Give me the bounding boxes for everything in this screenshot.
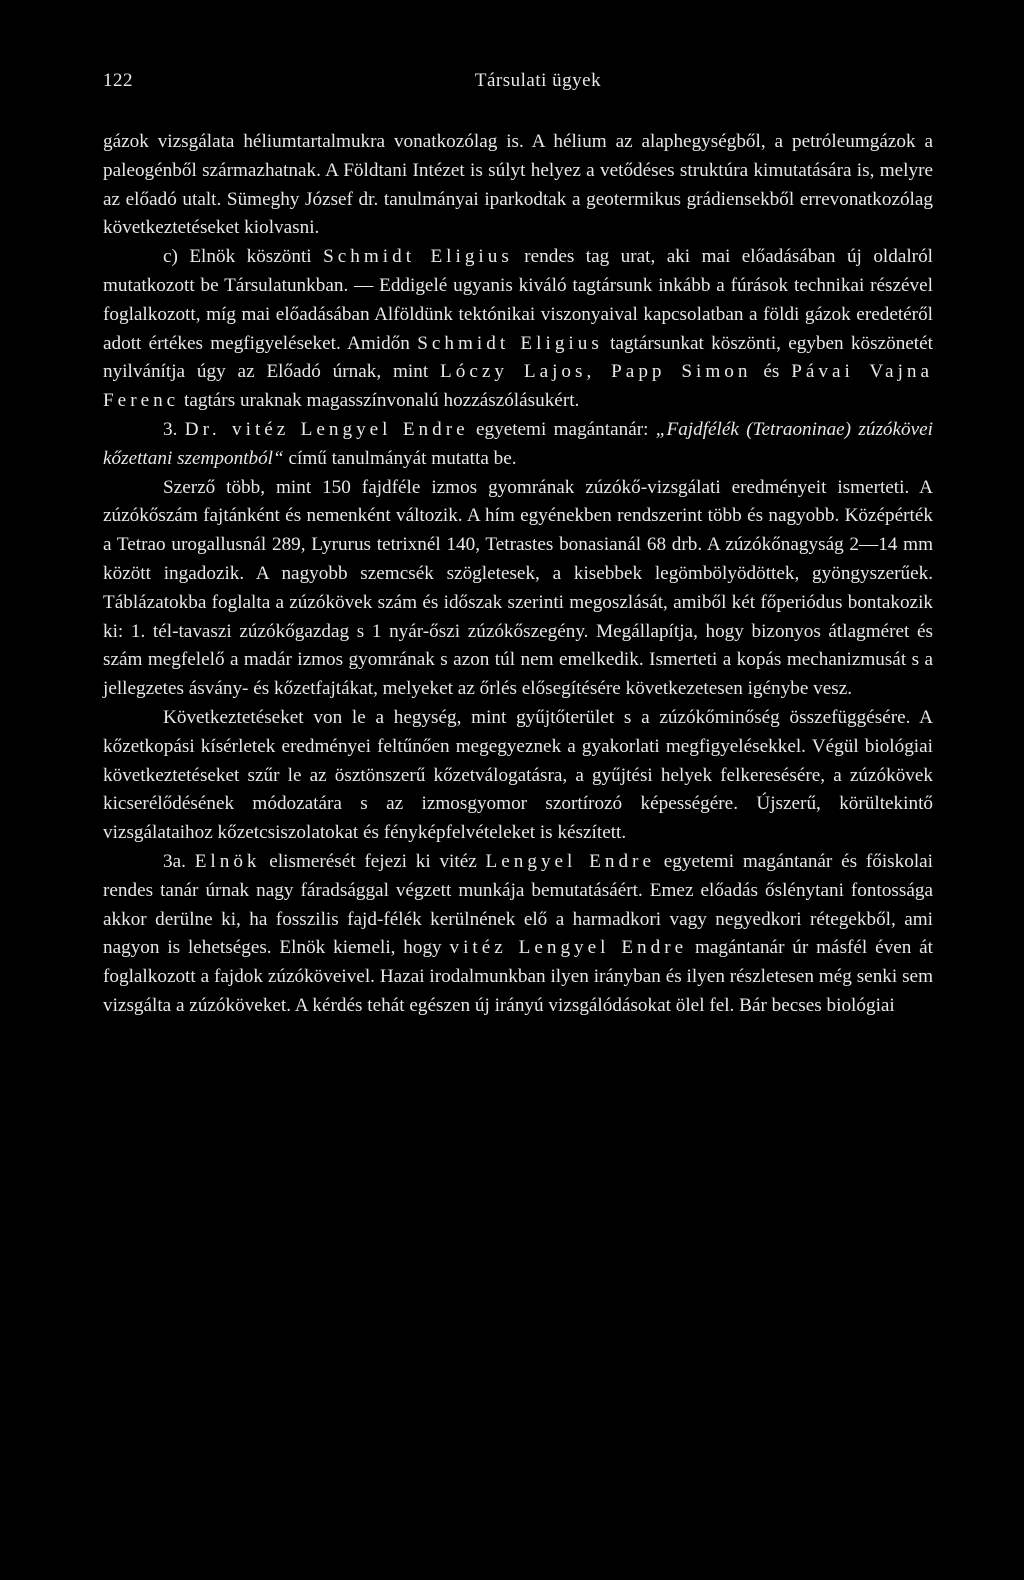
p6-name-lengyel: Lengyel Endre: [485, 850, 655, 872]
paragraph-5-text: Következtetéseket von le a hegység, mint gyűjtőterület s a zúzókőminőség összefüggésére. A kőzetkopási kísérletek eredményei feltűnően megegyeznek a gyakorlati megfigyelésekkel. Végül biológiai következtetéseket szűr le az ösztönszerű kőzetválogatásra, a gyűjtési helyek felkeresésére, a zúzókövek kicserélődésének módozatára s az izmosgyomor szortírozó képességére. Újszerű, körültekintő vizsgálataihoz kőzetcsiszolatokat és fényképfelvételeket is készített.: [103, 706, 933, 844]
p2-name-schmidt: Schmidt Eligius: [323, 246, 513, 268]
p2-text-e: tagtárs uraknak magasszínvonalú hozzászólásukért.: [179, 390, 580, 412]
paragraph-1-text: gázok vizsgálata héliumtartalmukra vonatkozólag is. A hélium az alaphegységből, a petróleumgázok a paleogénből származhatnak. A Földtani Intézet is súlyt helyez a vetődéses struktúra kimutatására is, melyre az előadó utalt. Sümeghy József dr. tanulmányai iparkodtak a geotermikus grádiensekből errevonatkozólag következtetéseket kiolvasni.: [103, 131, 933, 239]
p6-text-b: elismerését fejezi ki vitéz: [260, 850, 486, 872]
p3-author-name: Dr. vitéz Lengyel Endre: [184, 418, 469, 440]
p3-text-b: egyetemi magántanár:: [468, 418, 656, 440]
p6-name-elnok: Elnök: [194, 850, 261, 872]
p3-text-a: 3.: [163, 418, 185, 440]
p6-name-vitez-lengyel: vitéz Lengyel Endre: [449, 937, 688, 959]
p2-name-pavai-vajna: Pávai Vajna Ferenc: [103, 361, 934, 412]
p3-text-c: című tanulmányát mutatta be.: [283, 447, 517, 469]
paragraph-3: [103, 416, 933, 474]
page-number: 122: [103, 70, 133, 91]
paragraph-4: [103, 474, 933, 704]
paragraph-2: [103, 243, 933, 416]
p6-text-a: 3a.: [163, 850, 195, 872]
paragraph-4-text: Szerző több, mint 150 fajdféle izmos gyomrának zúzókő-vizsgálati eredményeit ismerteti. A zúzókőszám fajtánként és nemenként változik. A hím egyénekben rendszerint több és nagyobb. Középérték a Tetrao urogallusnál 289, Lyrurus tetrixnél 140, Tetrastes bonasianál 68 drb. A zúzókőnagyság 2—14 mm között ingadozik. A nagyobb szemcsék szögletesek, a kisebbek legömbölyödöttek, gyöngyszerűek. Táblázatokba foglalta a zúzókövek szám és időszak szerinti megoszlását, amiből két főperiódus bontakozik ki: 1. tél-tavaszi zúzókőgazdag s 1 nyár-őszi zúzókőszegény. Megállapítja, hogy bizonyos átlagméret és szám megfelelő a madár izmos gyomrának s azon túl nem emelkedik. Ismerteti a kopás mechanizmusát s a jellegzetes ásvány- és kőzetfajtákat, melyeket az őrlés elősegítésére következetesen igénybe vesz.: [103, 476, 933, 700]
paragraph-5: [103, 704, 933, 848]
p6-text-c: egyetemi magántanár és főiskolai rendes tanár úrnak nagy fáradsággal végzett munkája bemutatásáért. Emez előadás őslénytani fontossága akkor derülne ki, ha fosszilis fajd-félék kerülnének elő a harmadkori vagy negyedkori rétegekből, ami nagyon is lehetséges. Elnök kiemeli, hogy: [103, 850, 933, 959]
body-text: [103, 128, 933, 1021]
running-title: Társulati ügyek: [474, 70, 602, 91]
paragraph-6: [103, 848, 933, 1021]
paragraph-1: [103, 128, 933, 243]
p2-name-loczy-papp: Lóczy Lajos, Papp Simon: [440, 361, 752, 383]
p2-text-a: c) Elnök köszönti: [163, 246, 324, 268]
p3-paper-title: „Fajdfélék (Tetraoninae) zúzókövei kőzettani szempontból“: [103, 418, 933, 469]
running-header: [103, 66, 933, 106]
p2-text-b: rendes tag urat, aki mai előadásában új oldalról mutatkozott be Társulatunkban. — Eddigelé ugyanis kiváló tagtársunk inkább a fúrások technikai részével foglalkozott, míg mai előadásában Alföldünk tektónikai viszonyaival kapcsolatban a földi gázok eredetéről adott értékes megfigyeléseket. Amidőn: [103, 246, 933, 354]
p2-text-c: tagtársunkat köszönti, egyben köszönetét nyilvánítja úgy az Előadó úrnak, mint: [103, 332, 933, 383]
p6-text-d: magántanár úr másfél éven át foglalkozott a fajdok zúzóköveivel. Hazai irodalmunkban ilyen irányban és ilyen részletesen még senki sem vizsgálta a zúzóköveket. A kérdés tehát egészen új irányú vizsgálódásokat ölel fel. Bár becses biológiai: [103, 937, 934, 1016]
document-page: [103, 66, 933, 1021]
p2-text-d: és: [751, 361, 792, 383]
p2-name-schmidt-2: Schmidt Eligius: [417, 332, 603, 354]
